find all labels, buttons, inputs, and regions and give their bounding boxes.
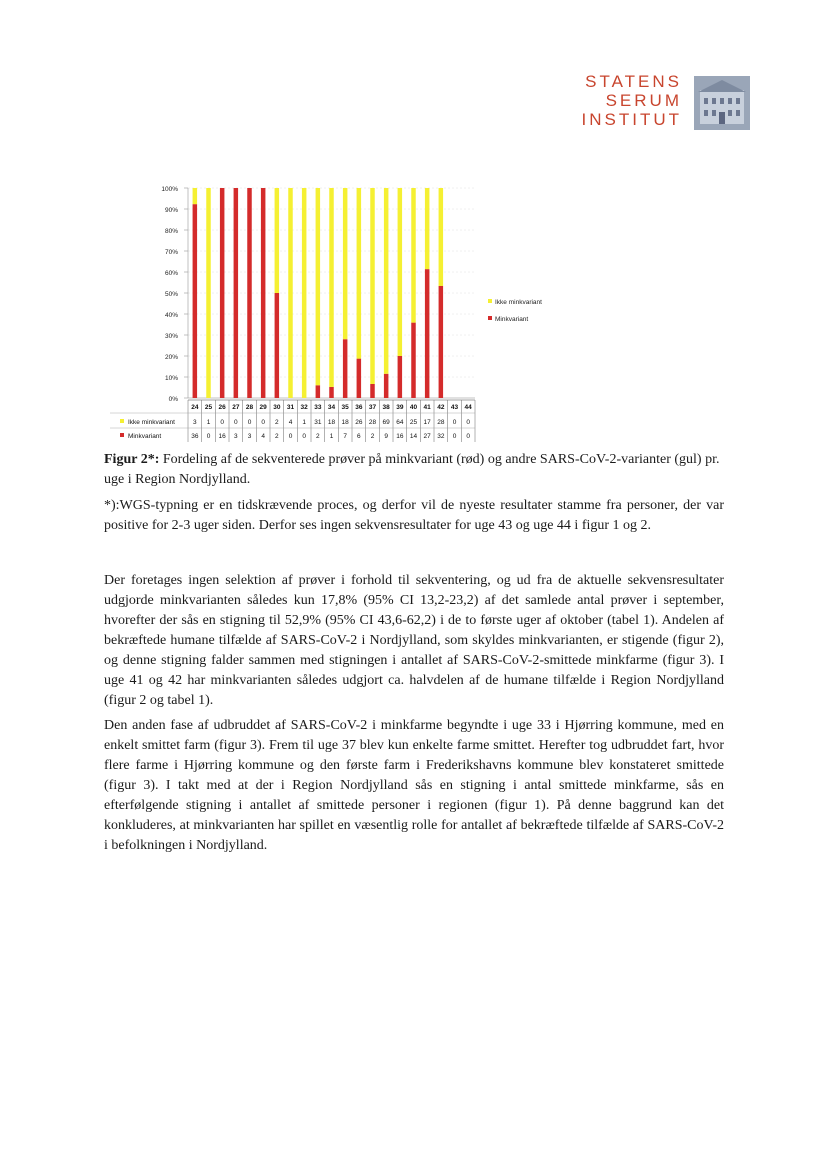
table-cell: 28: [437, 419, 445, 426]
category-label: 29: [259, 404, 267, 411]
category-label: 37: [368, 404, 377, 411]
table-row-label: Ikke minkvariant: [128, 419, 175, 426]
bar-minkvariant-week-37: [370, 384, 375, 398]
bar-minkvariant-week-39: [398, 356, 403, 398]
bar-ikke-minkvariant-week-30: [275, 188, 280, 293]
category-label: 26: [218, 404, 226, 411]
footnote: *):WGS-typning er en tidskrævende proces, og derfor vil de nyeste resultater stamme fra personer, der var positive for 2-3 uger siden. Derfor ses ingen sekvensresultater for uge 43 og uge 44 i figur 1 og 2.: [104, 498, 724, 533]
bar-ikke-minkvariant-week-32: [302, 188, 307, 398]
bar-ikke-minkvariant-week-24: [193, 188, 198, 204]
category-label: 28: [245, 404, 254, 411]
table-cell: 0: [261, 419, 265, 426]
y-tick-label: 50%: [164, 291, 178, 298]
bar-minkvariant-week-28: [247, 188, 252, 398]
y-tick-label: 40%: [164, 312, 178, 319]
institute-building-icon: [694, 76, 750, 130]
bar-ikke-minkvariant-week-34: [329, 188, 334, 387]
category-label: 27: [232, 404, 240, 411]
table-cell: 69: [382, 419, 390, 426]
bar-ikke-minkvariant-week-36: [357, 188, 362, 359]
table-cell: 18: [341, 419, 349, 426]
category-label: 39: [396, 404, 404, 411]
bar-minkvariant-week-41: [425, 269, 430, 398]
y-tick-label: 90%: [164, 207, 178, 214]
bar-minkvariant-week-35: [343, 339, 348, 398]
logo-line-3: INSTITUT: [581, 110, 682, 129]
table-cell: 0: [206, 433, 211, 440]
category-label: 32: [300, 404, 308, 411]
category-label: 42: [437, 404, 445, 411]
bar-ikke-minkvariant-week-37: [370, 188, 375, 384]
bar-ikke-minkvariant-week-33: [316, 188, 321, 385]
figure-caption: [104, 450, 724, 490]
category-label: 38: [382, 404, 390, 411]
table-cell: 0: [234, 419, 238, 426]
table-cell: 0: [452, 419, 457, 426]
table-cell: 17: [423, 419, 431, 426]
bar-ikke-minkvariant-week-40: [411, 188, 416, 323]
y-tick-label: 20%: [164, 354, 178, 361]
table-cell: 1: [206, 419, 211, 426]
bar-ikke-minkvariant-week-41: [425, 188, 430, 269]
table-cell: 16: [396, 433, 404, 440]
table-cell: 26: [355, 419, 363, 426]
table-cell: 16: [218, 433, 226, 440]
table-cell: 3: [247, 433, 252, 440]
paragraph-1: Der foretages ingen selektion af prøver i forhold til sekventering, og ud fra de aktuelle sekvensresultater udgjorde minkvarianten således kun 17,8% (95% CI 13,2-23,2) af det samlede antal prøver i september, hvorefter der sås en stigning til 52,9% (95% CI 43,6-62,2) i de to første uger af oktober (tabel 1). Andelen af bekræftede humane tilfælde af SARS-CoV-2 i Nordjylland, som skyldes minkvarianten, er stigende (figur 2), og denne stigning falder sammen med stigningen i antallet af SARS-CoV-2-smittede minkfarme (figur 3). I uge 41 og 42 har minkvarianten således udgjort ca. halvdelen af de humane tilfælde i Region Nordjylland (figur 2 og tabel 1).: [104, 573, 724, 708]
table-cell: 3: [193, 419, 197, 426]
table-cell: 0: [288, 433, 293, 440]
bar-minkvariant-week-38: [384, 374, 389, 398]
bar-minkvariant-week-42: [439, 286, 444, 398]
logo-text: [582, 72, 683, 129]
table-cell: 28: [368, 419, 377, 426]
category-label: 33: [314, 404, 322, 411]
table-cell: 6: [357, 433, 361, 440]
bar-ikke-minkvariant-week-31: [288, 188, 293, 398]
table-cell: 0: [466, 433, 470, 440]
table-cell: 0: [247, 419, 252, 426]
logo-line-2: SERUM: [605, 91, 682, 110]
table-cell: 0: [466, 419, 470, 426]
category-label: 43: [450, 404, 459, 411]
y-tick-label: 100%: [161, 186, 178, 193]
bar-minkvariant-week-29: [261, 188, 266, 398]
bar-ikke-minkvariant-week-25: [206, 188, 211, 398]
y-tick-label: 60%: [164, 270, 178, 277]
y-tick-label: 10%: [164, 375, 178, 382]
table-row-label: Minkvariant: [128, 433, 162, 440]
legend-swatch-ikke-minkvariant: [488, 299, 492, 303]
chart-svg: [110, 180, 590, 445]
caption-text: Fordeling af de sekventerede prøver på minkvariant (rød) og andre SARS-CoV-2-varianter (gul) pr. uge i Region Nordjylland.: [104, 452, 720, 487]
logo-line-1: STATENS: [585, 72, 682, 91]
table-cell: 0: [452, 433, 457, 440]
bar-minkvariant-week-26: [220, 188, 225, 398]
table-cell: 1: [329, 433, 334, 440]
table-cell: 7: [343, 433, 347, 440]
y-tick-label: 30%: [164, 333, 178, 340]
table-cell: 25: [409, 419, 418, 426]
category-label: 31: [286, 404, 295, 411]
legend-label: Minkvariant: [495, 316, 529, 323]
table-cell: 2: [316, 433, 320, 440]
category-label: 44: [464, 404, 472, 411]
table-cell: 64: [396, 419, 404, 426]
table-swatch-ikke-minkvariant: [120, 419, 124, 423]
table-swatch-minkvariant: [120, 433, 124, 437]
bar-minkvariant-week-30: [275, 293, 280, 398]
table-cell: 0: [302, 433, 306, 440]
paragraph-2: Den anden fase af udbruddet af SARS-CoV-2 i minkfarme begyndte i uge 33 i Hjørring kommune, med en enkelt smittet farm (figur 3). Frem til uge 37 blev kun enkelte farme smittet. Herefter tog udbruddet fart, hvor flere farme i Hjørring kommune og den første farm i Frederikshavns kommune blev konstateret smittede (figur 3). I takt med at der i Region Nordjylland sås en stigning i antal smittede minkfarme, sås en efterfølgende stigning i antallet af smittede personer i regionen (figur 1). På denne baggrund kan det konkluderes, at minkvarianten har spillet en væsentlig rolle for antallet af bekræftede tilfælde af SARS-CoV-2 i befolkningen i Nordjylland.: [104, 718, 724, 853]
table-cell: 0: [220, 419, 224, 426]
table-cell: 4: [261, 433, 265, 440]
category-label: 36: [355, 404, 363, 411]
ssi-logo: [581, 72, 750, 132]
category-label: 41: [423, 404, 431, 411]
table-cell: 27: [423, 433, 431, 440]
minkvariant-chart: [110, 180, 590, 445]
y-tick-label: 80%: [164, 228, 178, 235]
table-cell: 3: [234, 433, 238, 440]
category-label: 40: [409, 404, 418, 411]
category-label: 34: [327, 404, 336, 411]
bar-minkvariant-week-33: [316, 385, 321, 398]
bar-ikke-minkvariant-week-42: [439, 188, 444, 286]
table-cell: 2: [275, 433, 279, 440]
category-label: 25: [204, 404, 213, 411]
bar-ikke-minkvariant-week-35: [343, 188, 348, 339]
bar-minkvariant-week-34: [329, 387, 334, 398]
table-cell: 2: [275, 419, 279, 426]
table-cell: 2: [370, 433, 375, 440]
table-cell: 31: [314, 419, 322, 426]
bar-minkvariant-week-40: [411, 323, 416, 398]
table-cell: 9: [384, 433, 388, 440]
category-label: 35: [341, 404, 349, 411]
bar-minkvariant-week-36: [357, 359, 362, 398]
category-label: 24: [191, 404, 199, 411]
bar-minkvariant-week-24: [193, 204, 198, 398]
table-cell: 14: [409, 433, 418, 440]
bar-ikke-minkvariant-week-38: [384, 188, 389, 374]
table-cell: 4: [288, 419, 293, 426]
table-cell: 32: [437, 433, 445, 440]
y-tick-label: 0%: [168, 396, 178, 403]
table-cell: 1: [302, 419, 306, 426]
caption-label: Figur 2*:: [104, 452, 160, 467]
table-cell: 18: [327, 419, 336, 426]
table-cell: 36: [191, 433, 199, 440]
bar-minkvariant-week-27: [234, 188, 239, 398]
legend-swatch-minkvariant: [488, 316, 492, 320]
legend-label: Ikke minkvariant: [495, 299, 542, 306]
category-label: 30: [273, 404, 281, 411]
bar-ikke-minkvariant-week-39: [398, 188, 403, 356]
y-tick-label: 70%: [164, 249, 178, 256]
